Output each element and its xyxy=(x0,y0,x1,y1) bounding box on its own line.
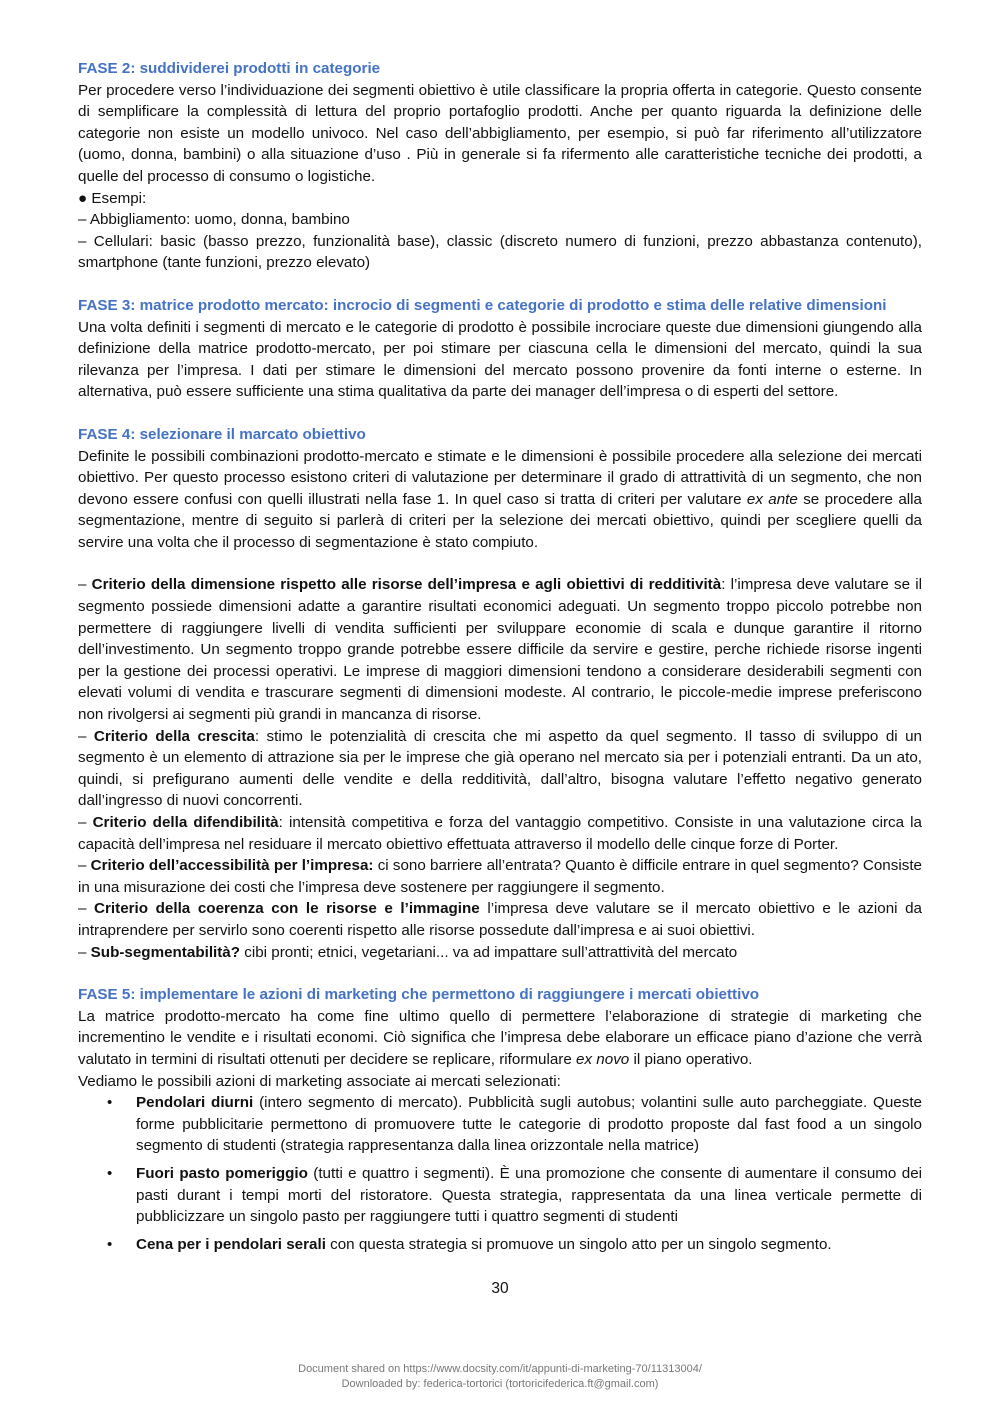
page-number: 30 xyxy=(491,1280,509,1297)
criterion-text: : stimo le potenzialità di crescita che mi aspetto da quel segmento. Il tasso di sviluppo di un segmento è un elemento di attrazione sia per le imprese che già operano nel mercato sia per i potenziali entranti. Da un ato, quindi, si prefigurano aumenti delle vendite e della redditività, dall’altro, bisogna valutare l’effetto negativo generato dall’ingresso di nuovi concorrenti. xyxy=(78,727,922,810)
list-item xyxy=(107,1092,922,1157)
bullet-icon: • xyxy=(107,1235,113,1253)
fase2-paragraph: Per procedere verso l’individuazione dei segmenti obiettivo è utile classificare la propria offerta in categorie. Questo consente di semplificare la complessità di lettura del proprio portafoglio prodotti. Anche per quanto riguarda la definizione delle categorie non esiste un modello univoco. Nel caso dell’abbigliamento, per esempio, si può far riferimento all’utilizzatore (uomo, donna, bambini) o alla situazione d’uso . Più in generale si fa rifermento alle caratteristiche tecniche dei prodotti, a quelle del processo di consumo o logistiche. xyxy=(78,81,922,185)
criterion-text: : intensità competitiva e forza del vantaggio competitivo. Consiste in una valutazione circa la capacità dell’impresa nel residuare il mercato obiettivo effettuata attraverso il modello delle cinque forze di Porter. xyxy=(78,814,922,853)
fase5-emphasis: ex novo xyxy=(576,1050,630,1068)
action-title: Pendolari diurni xyxy=(136,1094,254,1112)
criterion-title: Criterio della coerenza con le risorse e l’immagine xyxy=(94,900,480,918)
marketing-actions-list xyxy=(78,1092,922,1255)
fase4-paragraph xyxy=(78,446,922,554)
fase5-heading: FASE 5: implementare le azioni di marketing che permettono di raggiungere i mercati obiettivo xyxy=(78,986,760,1004)
criterion-title: Sub-segmentabilità? xyxy=(90,943,241,961)
fase3-heading: FASE 3: matrice prodotto mercato: incrocio di segmenti e categorie di prodotto e stima delle relative dimensioni xyxy=(78,296,887,314)
list-item xyxy=(107,1163,923,1228)
fase5-text: il piano operativo. xyxy=(629,1050,753,1068)
criterion-item xyxy=(78,726,922,812)
criterion-title: Criterio dell’accessibilità per l’impresa: xyxy=(90,857,374,875)
action-text: (intero segmento di mercato). Pubblicità sugli autobus; volantini sulle auto parcheggiate. Queste forme pubblicitarie permettono di promuovere tutte le categorie di prodotto proposte dal fast food a un singolo segmento di studenti (strategia rappresentanza dalla linea orizzontale nella matrice) xyxy=(136,1094,922,1155)
criterion-title: Criterio della difendibilità xyxy=(92,814,279,831)
action-text: (tutti e quattro i segmenti). È una promozione che consente di aumentare il consumo dei pasti durant i tempi morti del ristoratore. Questa strategia, rappresentata da una linea verticale permette di pubblicizzare un singolo pasto per raggiungere tutti i quattro segmenti di studenti xyxy=(136,1164,923,1226)
action-title: Fuori pasto pomeriggio xyxy=(136,1164,308,1182)
criterion-dash: – xyxy=(78,943,91,961)
criterion-text: ci sono barriere all’entrata? Quanto è difficile entrare in quel segmento? Consiste in una misurazione dei costi che l’impresa deve sostenere per raggiungere il segmento. xyxy=(78,857,922,896)
criterion-dash: – xyxy=(78,857,91,875)
criterion-title: Criterio della dimensione rispetto alle risorse dell’impresa e agli obiettivi di redditività xyxy=(91,576,722,594)
criterion-text: : l’impresa deve valutare se il segmento possiede dimensioni adatte a garantire risultati economici adeguati. Un segmento troppo piccolo potrebbe non permettere di raggiungere livelli di vendita sufficienti per sviluppare economie di scala e dunque garantire il ritorno dell’investimento. Un segmento troppo grande potrebbe essere difficile da servire e gestire, perche richiede risorse ingenti per la gestione dei processi operativi. Le imprese di maggiori dimensioni tendono a considerare desiderabili segmenti con elevati volumi di vendita e trascurare segmenti di dimensioni modeste. Al contrario, le piccole-medie imprese preferiscono non rivolgersi ai segmenti più grandi in mancanza di risorse. xyxy=(78,576,922,724)
action-title: Cena per i pendolari serali xyxy=(136,1235,326,1253)
criterion-dash: – xyxy=(78,814,93,831)
document-page xyxy=(78,58,922,1261)
criterion-text: l’impresa deve valutare se il mercato obiettivo e le azioni da intraprendere per servirlo sono coerenti rispetto alle risorse possedute dall’impresa e ai suoi obiettivi. xyxy=(78,900,922,939)
fase4-heading: FASE 4: selezionare il marcato obiettivo xyxy=(78,425,366,443)
footer xyxy=(0,1362,1000,1392)
criterion-text: cibi pronti; etnici, vegetariani... va ad impattare sull’attrattività del mercato xyxy=(240,943,738,961)
criterion-item xyxy=(78,855,922,898)
examples-label: ● Esempi: xyxy=(78,189,147,207)
fase4-text: Definite le possibili combinazioni prodotto-mercato e stimate e le dimensioni è possibile procedere alla selezione dei mercati obiettivo. Per questo processo esistono criteri di valutazione per determinare il grado di attrattività di un segmento, che non devono essere confusi con quelli illustrati nella fase 1. In quel caso si tratta di criteri per valutare xyxy=(78,447,922,508)
fase3-paragraph: Una volta definiti i segmenti di mercato e le categorie di prodotto è possibile incrociare queste due dimensioni giungendo alla definizione della matrice prodotto-mercato, per poi stimare per ciascuna cella le dimensioni del mercato, quindi la sua rilevanza per l’impresa. I dati per stimare le dimensioni del mercato possono provenire da fonti interne o esterne. In alternativa, può essere sufficiente una stima qualitativa da parte dei manager dell’impresa o di esperti del settore. xyxy=(78,318,922,401)
criterion-item xyxy=(78,574,922,725)
bullet-icon: • xyxy=(107,1164,113,1182)
fase5-paragraph xyxy=(78,1006,922,1071)
fase5-text: La matrice prodotto-mercato ha come fine ultimo quello di permettere l’elaborazione di strategie di marketing che incrementino le vendite e i risultati economi. Ciò significa che l’impresa debe elaborare un efficace piano d’azione che verrà valutato in termini di risultati ottenuti per decidere se replicare, riformulare xyxy=(78,1007,922,1068)
criterion-item xyxy=(78,812,922,855)
criterion-dash: – xyxy=(78,900,95,918)
criterion-item xyxy=(78,942,922,964)
fase5-intro: Vediamo le possibili azioni di marketing associate ai mercati selezionati: xyxy=(78,1072,561,1090)
action-text: con questa strategia si promuove un singolo atto per un singolo segmento. xyxy=(325,1235,832,1253)
criterion-dash: – xyxy=(78,727,94,745)
fase4-text: se procedere alla segmentazione, mentre di seguito si parlerà di criteri per la selezione dei mercati obiettivo, quindi per scegliere quelli da servire una volta che il processo di segmentazione è stato compiuto. xyxy=(78,490,922,551)
example-item: – Abbigliamento: uomo, donna, bambino xyxy=(78,211,350,229)
criterion-item xyxy=(78,898,922,941)
footer-downloaded-by: Downloaded by: federica-tortorici (tortoricifederica.ft@gmail.com) xyxy=(341,1378,659,1390)
bullet-icon: • xyxy=(107,1094,113,1112)
list-item xyxy=(107,1234,922,1256)
fase2-heading: FASE 2: suddividerei prodotti in categorie xyxy=(78,60,381,77)
criterion-dash: – xyxy=(78,576,92,594)
example-item: – Cellulari: basic (basso prezzo, funzionalità base), classic (discreto numero di funzioni, prezzo abbastanza contenuto), smartphone (tante funzioni, prezzo elevato) xyxy=(78,232,922,272)
footer-shared-link[interactable]: Document shared on https://www.docsity.com/it/appunti-di-marketing-70/11313004/ xyxy=(298,1363,702,1375)
fase4-emphasis: ex ante xyxy=(746,490,798,508)
criterion-title: Criterio della crescita xyxy=(93,727,255,745)
